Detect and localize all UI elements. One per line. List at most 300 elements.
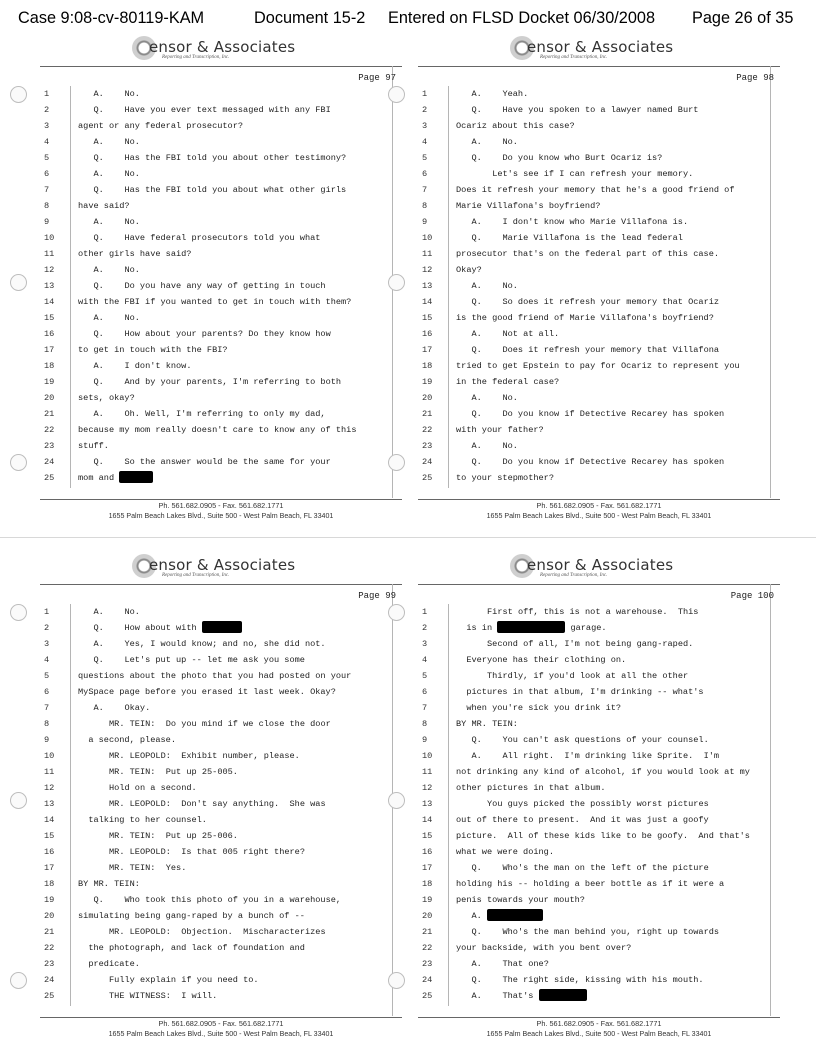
line-text: Q. Do you know if Detective Recarey has spoken (471, 457, 725, 467)
line-text: A. No. (93, 137, 140, 147)
transcript-line (418, 812, 770, 828)
punch-hole (10, 274, 27, 291)
line-text: stuff. (78, 441, 109, 451)
firm-logo (510, 36, 710, 64)
transcript-line (40, 358, 392, 374)
transcript-line (418, 198, 770, 214)
line-text: MR. TEIN: Put up 25-005. (109, 767, 238, 777)
line-number: 5 (422, 671, 428, 681)
line-number: 3 (422, 639, 428, 649)
line-number: 17 (422, 345, 433, 355)
transcript-line (418, 342, 770, 358)
transcript-line (418, 684, 770, 700)
line-number: 4 (44, 137, 50, 147)
footer-phone: Ph. 561.682.0905 - Fax. 561.682.1771 (158, 1019, 284, 1028)
transcript-line (418, 310, 770, 326)
footer-phone: Ph. 561.682.0905 - Fax. 561.682.1771 (536, 1019, 662, 1028)
firm-name: ensor & Associates (149, 38, 296, 56)
line-number: 17 (44, 345, 55, 355)
line-number: 2 (422, 623, 428, 633)
line-text: BY MR. TEIN: (456, 719, 518, 729)
punch-hole (388, 274, 405, 291)
transcript-line (40, 86, 392, 102)
transcript-line (418, 294, 770, 310)
line-text: prosecutor that's on the federal part of this case. (456, 249, 720, 259)
transcript-line (40, 118, 392, 134)
punch-hole (10, 86, 27, 103)
page-number: Page 100 (730, 591, 774, 601)
transcript-line (40, 246, 392, 262)
punch-hole (10, 604, 27, 621)
transcript-line (418, 406, 770, 422)
line-text: Q. Do you have any way of getting in touch (93, 281, 326, 291)
line-text: is the good friend of Marie Villafona's boyfriend? (456, 313, 714, 323)
line-number: 25 (44, 991, 55, 1001)
firm-logo (132, 554, 332, 582)
transcript-line (40, 684, 392, 700)
line-text: A. No. (471, 441, 518, 451)
line-text: MR. LEOPOLD: Don't say anything. She was (109, 799, 326, 809)
punch-hole (388, 792, 405, 809)
transcript-line (418, 780, 770, 796)
line-text: questions about the photo that you had posted on your (78, 671, 352, 681)
line-text: picture. All of these kids like to be goofy. And that's (456, 831, 750, 841)
line-number: 6 (422, 687, 428, 697)
line-number: 11 (44, 249, 55, 259)
line-text: sets, okay? (78, 393, 135, 403)
redaction-block (202, 621, 242, 633)
ecf-document-number: Document 15-2 (254, 9, 366, 27)
transcript-line (40, 796, 392, 812)
line-number: 14 (422, 297, 433, 307)
page-number: Page 97 (358, 73, 396, 83)
line-text: THE WITNESS: I will. (109, 991, 218, 1001)
line-text: holding his -- holding a beer bottle as if it were a (456, 879, 725, 889)
redaction-block (539, 989, 587, 1001)
line-number: 4 (44, 655, 50, 665)
line-text: agent or any federal prosecutor? (78, 121, 244, 131)
line-text: A. That one? (471, 959, 549, 969)
transcript-line (40, 214, 392, 230)
transcript-line (40, 812, 392, 828)
line-text: Second of all, I'm not being gang-raped. (487, 639, 694, 649)
transcript-line (40, 390, 392, 406)
transcript-line (40, 182, 392, 198)
transcript-line (40, 860, 392, 876)
line-text: Q. And by your parents, I'm referring to both (93, 377, 342, 387)
transcript-line (418, 262, 770, 278)
transcript-line (40, 166, 392, 182)
transcript-line (418, 604, 770, 620)
transcript-line (418, 118, 770, 134)
transcript-page (40, 34, 402, 520)
line-text: Q. How about with (94, 620, 242, 636)
transcript-line (40, 438, 392, 454)
firm-logo (132, 36, 332, 64)
line-number: 10 (44, 233, 55, 243)
line-number: 24 (44, 457, 55, 467)
line-number: 23 (422, 441, 433, 451)
line-text: A. Not at all. (471, 329, 560, 339)
line-number: 17 (422, 863, 433, 873)
line-number: 7 (44, 703, 50, 713)
line-number: 13 (44, 799, 55, 809)
line-text: A. Yeah. (471, 89, 529, 99)
transcript-line (418, 956, 770, 972)
line-text: is in garage. (466, 620, 606, 636)
line-text: A. No. (93, 89, 140, 99)
line-text: MR. LEOPOLD: Objection. Mischaracterizes (109, 927, 326, 937)
transcript-line (40, 278, 392, 294)
line-text: MR. LEOPOLD: Is that 005 right there? (109, 847, 305, 857)
line-text: Q. Let's put up -- let me ask you some (93, 655, 305, 665)
transcript-line (40, 134, 392, 150)
line-text: A. I don't know who Marie Villafona is. (471, 217, 689, 227)
line-number: 19 (422, 895, 433, 905)
ecf-docket-entry: Entered on FLSD Docket 06/30/2008 (388, 9, 656, 27)
footer-address: 1655 Palm Beach Lakes Blvd., Suite 500 - West Palm Beach, FL 33401 (108, 512, 334, 520)
transcript-line (40, 470, 392, 486)
line-number: 25 (44, 473, 55, 483)
line-number: 3 (422, 121, 428, 131)
line-number: 1 (422, 89, 428, 99)
transcript-line (418, 844, 770, 860)
line-number: 22 (422, 943, 433, 953)
line-text: what we were doing. (456, 847, 554, 857)
line-number: 1 (44, 607, 50, 617)
line-text: Let's see if I can refresh your memory. (492, 169, 694, 179)
line-number: 23 (44, 959, 55, 969)
line-number: 16 (422, 329, 433, 339)
transcript-line (40, 908, 392, 924)
line-number: 13 (422, 799, 433, 809)
line-text: Fully explain if you need to. (109, 975, 259, 985)
right-margin-rule (770, 66, 771, 498)
transcript-line (418, 390, 770, 406)
transcript-line (40, 876, 392, 892)
transcript-line (40, 406, 392, 422)
line-number: 15 (422, 831, 433, 841)
ecf-case-number: Case 9:08-cv-80119-KAM (18, 9, 205, 27)
line-number: 20 (44, 911, 55, 921)
transcript-line (418, 102, 770, 118)
punch-hole (10, 792, 27, 809)
line-number: 5 (44, 671, 50, 681)
transcript-line (40, 230, 392, 246)
line-text: when you're sick you drink it? (466, 703, 622, 713)
line-number: 8 (422, 719, 428, 729)
line-number: 12 (422, 783, 433, 793)
line-text: Everyone has their clothing on. (466, 655, 627, 665)
transcript-line (40, 636, 392, 652)
line-text: BY MR. TEIN: (78, 879, 140, 889)
firm-name: ensor & Associates (527, 556, 674, 574)
line-text: penis towards your mouth? (456, 895, 585, 905)
line-text: Q. Does it refresh your memory that Villafona (471, 345, 720, 355)
footer-address: 1655 Palm Beach Lakes Blvd., Suite 500 - West Palm Beach, FL 33401 (486, 512, 712, 520)
transcript-line (418, 924, 770, 940)
line-text: Q. Have you spoken to a lawyer named Burt (471, 105, 699, 115)
line-number: 6 (44, 687, 50, 697)
line-text: predicate. (88, 959, 140, 969)
line-number: 9 (44, 217, 50, 227)
line-text: A. No. (93, 169, 140, 179)
line-number: 5 (44, 153, 50, 163)
transcript-line (40, 764, 392, 780)
transcript-line (418, 764, 770, 780)
line-number: 17 (44, 863, 55, 873)
transcript-line (418, 748, 770, 764)
line-number: 16 (44, 847, 55, 857)
line-number: 14 (422, 815, 433, 825)
transcript-page (418, 34, 780, 520)
footer-phone: Ph. 561.682.0905 - Fax. 561.682.1771 (536, 501, 662, 510)
transcript-line (418, 246, 770, 262)
line-text: Q. The right side, kissing with his mouth. (471, 975, 704, 985)
line-text: have said? (78, 201, 130, 211)
transcript-line (40, 940, 392, 956)
line-text: A. Yes, I would know; and no, she did not. (93, 639, 326, 649)
transcript-line (418, 908, 770, 924)
line-number: 9 (44, 735, 50, 745)
line-number: 16 (44, 329, 55, 339)
transcript-line (418, 374, 770, 390)
line-number: 3 (44, 121, 50, 131)
ecf-header (0, 0, 816, 34)
firm-name: ensor & Associates (149, 556, 296, 574)
line-number: 11 (422, 249, 433, 259)
line-number: 13 (422, 281, 433, 291)
line-number: 7 (44, 185, 50, 195)
line-text: A. All right. I'm drinking like Sprite. I'm (471, 751, 720, 761)
line-text: Does it refresh your memory that he's a good friend of (456, 185, 735, 195)
line-text: mom and (78, 470, 153, 486)
transcript-line (418, 358, 770, 374)
transcript-line (40, 198, 392, 214)
transcript-line (418, 940, 770, 956)
line-number: 21 (44, 409, 55, 419)
line-text: Okay? (456, 265, 482, 275)
transcript-line (40, 262, 392, 278)
line-text: Q. You can't ask questions of your counsel. (471, 735, 709, 745)
line-number: 8 (422, 201, 428, 211)
line-number: 4 (422, 655, 428, 665)
line-number: 19 (44, 895, 55, 905)
transcript-line (418, 326, 770, 342)
line-text: Q. Do you know who Burt Ocariz is? (471, 153, 663, 163)
transcript-line (418, 988, 770, 1004)
footer-address: 1655 Palm Beach Lakes Blvd., Suite 500 - West Palm Beach, FL 33401 (486, 1030, 712, 1038)
transcript-line (418, 470, 770, 486)
line-number: 3 (44, 639, 50, 649)
punch-hole (388, 604, 405, 621)
transcript-line (418, 422, 770, 438)
transcript-line (418, 796, 770, 812)
line-number: 10 (422, 233, 433, 243)
line-text: simulating being gang-raped by a bunch of -- (78, 911, 305, 921)
line-text: a second, please. (88, 735, 176, 745)
transcript-line (418, 278, 770, 294)
line-text: Q. Who's the man behind you, right up towards (471, 927, 720, 937)
transcript-line (40, 102, 392, 118)
line-number: 12 (44, 265, 55, 275)
firm-tagline: Reporting and Transcription, Inc. (540, 573, 608, 578)
redaction-block (119, 471, 153, 483)
transcript-line (40, 748, 392, 764)
line-text: Q. So the answer would be the same for your (93, 457, 331, 467)
line-text: MR. TEIN: Do you mind if we close the door (109, 719, 331, 729)
transcript-line (40, 374, 392, 390)
line-text: A. (472, 908, 544, 924)
line-number: 15 (422, 313, 433, 323)
transcript-line (418, 438, 770, 454)
transcript-line (418, 636, 770, 652)
line-text: A. Oh. Well, I'm referring to only my dad, (93, 409, 326, 419)
line-text: A. No. (93, 607, 140, 617)
line-text: Q. Do you know if Detective Recarey has spoken (471, 409, 725, 419)
line-number: 14 (44, 815, 55, 825)
line-text: Q. Has the FBI told you about what other girls (93, 185, 347, 195)
line-number: 20 (44, 393, 55, 403)
firm-footer (40, 501, 402, 521)
transcript-line (418, 668, 770, 684)
transcript-line (40, 780, 392, 796)
line-text: Q. So does it refresh your memory that Ocariz (471, 297, 720, 307)
line-text: MySpace page before you erased it last week. Okay? (78, 687, 336, 697)
line-number: 22 (422, 425, 433, 435)
line-text: First off, this is not a warehouse. This (487, 607, 699, 617)
line-text: with your father? (456, 425, 544, 435)
punch-hole (388, 86, 405, 103)
firm-footer (40, 1019, 402, 1039)
transcript-line (418, 700, 770, 716)
transcript-line (40, 892, 392, 908)
line-number: 12 (44, 783, 55, 793)
line-text: pictures in that album, I'm drinking -- what's (466, 687, 704, 697)
transcript-line (418, 860, 770, 876)
footer-address: 1655 Palm Beach Lakes Blvd., Suite 500 - West Palm Beach, FL 33401 (108, 1030, 334, 1038)
transcript-line (40, 342, 392, 358)
line-number: 7 (422, 703, 428, 713)
transcript-line (418, 828, 770, 844)
line-number: 24 (44, 975, 55, 985)
line-text: with the FBI if you wanted to get in touch with them? (78, 297, 352, 307)
line-number: 15 (44, 313, 55, 323)
line-text: out of there to present. And it was just a goofy (456, 815, 709, 825)
line-number: 13 (44, 281, 55, 291)
line-number: 11 (44, 767, 55, 777)
line-text: other pictures in that album. (456, 783, 606, 793)
line-number: 10 (44, 751, 55, 761)
footer-phone: Ph. 561.682.0905 - Fax. 561.682.1771 (158, 501, 284, 510)
line-text: tried to get Epstein to pay for Ocariz to represent you (456, 361, 740, 371)
transcript-line (40, 844, 392, 860)
transcript-line (40, 326, 392, 342)
transcript-line (40, 956, 392, 972)
line-text: MR. TEIN: Yes. (109, 863, 187, 873)
line-number: 20 (422, 393, 433, 403)
line-number: 5 (422, 153, 428, 163)
transcript-line (40, 294, 392, 310)
line-text: to your stepmother? (456, 473, 554, 483)
line-number: 1 (422, 607, 428, 617)
line-number: 10 (422, 751, 433, 761)
line-text: You guys picked the possibly worst pictures (487, 799, 709, 809)
transcript-line (40, 652, 392, 668)
transcript-line (40, 828, 392, 844)
line-number: 23 (44, 441, 55, 451)
line-number: 15 (44, 831, 55, 841)
transcript-line (418, 150, 770, 166)
line-number: 24 (422, 457, 433, 467)
punch-hole (388, 972, 405, 989)
line-number: 22 (44, 943, 55, 953)
firm-tagline: Reporting and Transcription, Inc. (162, 573, 230, 578)
line-number: 8 (44, 719, 50, 729)
line-text: A. Okay. (93, 703, 151, 713)
transcript-line (40, 150, 392, 166)
line-text: A. I don't know. (93, 361, 192, 371)
line-number: 21 (44, 927, 55, 937)
transcript-line (418, 134, 770, 150)
line-number: 20 (422, 911, 433, 921)
line-number: 19 (422, 377, 433, 387)
line-text: to get in touch with the FBI? (78, 345, 228, 355)
transcript-line (418, 230, 770, 246)
firm-tagline: Reporting and Transcription, Inc. (162, 55, 230, 60)
transcript-line (40, 700, 392, 716)
line-text: Q. How about your parents? Do they know how (93, 329, 331, 339)
transcript-line (40, 732, 392, 748)
firm-logo (510, 554, 710, 582)
transcript-line (40, 716, 392, 732)
transcript-line (40, 604, 392, 620)
line-text: talking to her counsel. (88, 815, 207, 825)
line-text: the photograph, and lack of foundation and (88, 943, 305, 953)
line-number: 25 (422, 991, 433, 1001)
transcript-line (40, 620, 392, 636)
punch-hole (10, 972, 27, 989)
line-number: 23 (422, 959, 433, 969)
ecf-page-count: Page 26 of 35 (692, 9, 794, 27)
line-number: 16 (422, 847, 433, 857)
line-text: Q. Have you ever text messaged with any FBI (93, 105, 331, 115)
redaction-block (497, 621, 565, 633)
line-number: 6 (44, 169, 50, 179)
line-number: 8 (44, 201, 50, 211)
line-text: A. No. (93, 265, 140, 275)
line-text: A. No. (93, 313, 140, 323)
transcript-line (40, 988, 392, 1004)
firm-footer (418, 501, 780, 521)
line-text: Thirdly, if you'd look at all the other (487, 671, 689, 681)
line-text: Q. Who's the man on the left of the picture (471, 863, 709, 873)
transcript-line (418, 454, 770, 470)
line-number: 9 (422, 735, 428, 745)
transcript-line (40, 972, 392, 988)
line-text: Q. Marie Villafona is the lead federal (471, 233, 683, 243)
punch-hole (388, 454, 405, 471)
line-number: 18 (422, 361, 433, 371)
line-number: 7 (422, 185, 428, 195)
line-text: A. No. (471, 393, 518, 403)
line-number: 4 (422, 137, 428, 147)
transcript-line (40, 310, 392, 326)
line-number: 25 (422, 473, 433, 483)
page-number: Page 99 (358, 591, 396, 601)
page-number: Page 98 (736, 73, 774, 83)
line-text: your backside, with you bent over? (456, 943, 632, 953)
